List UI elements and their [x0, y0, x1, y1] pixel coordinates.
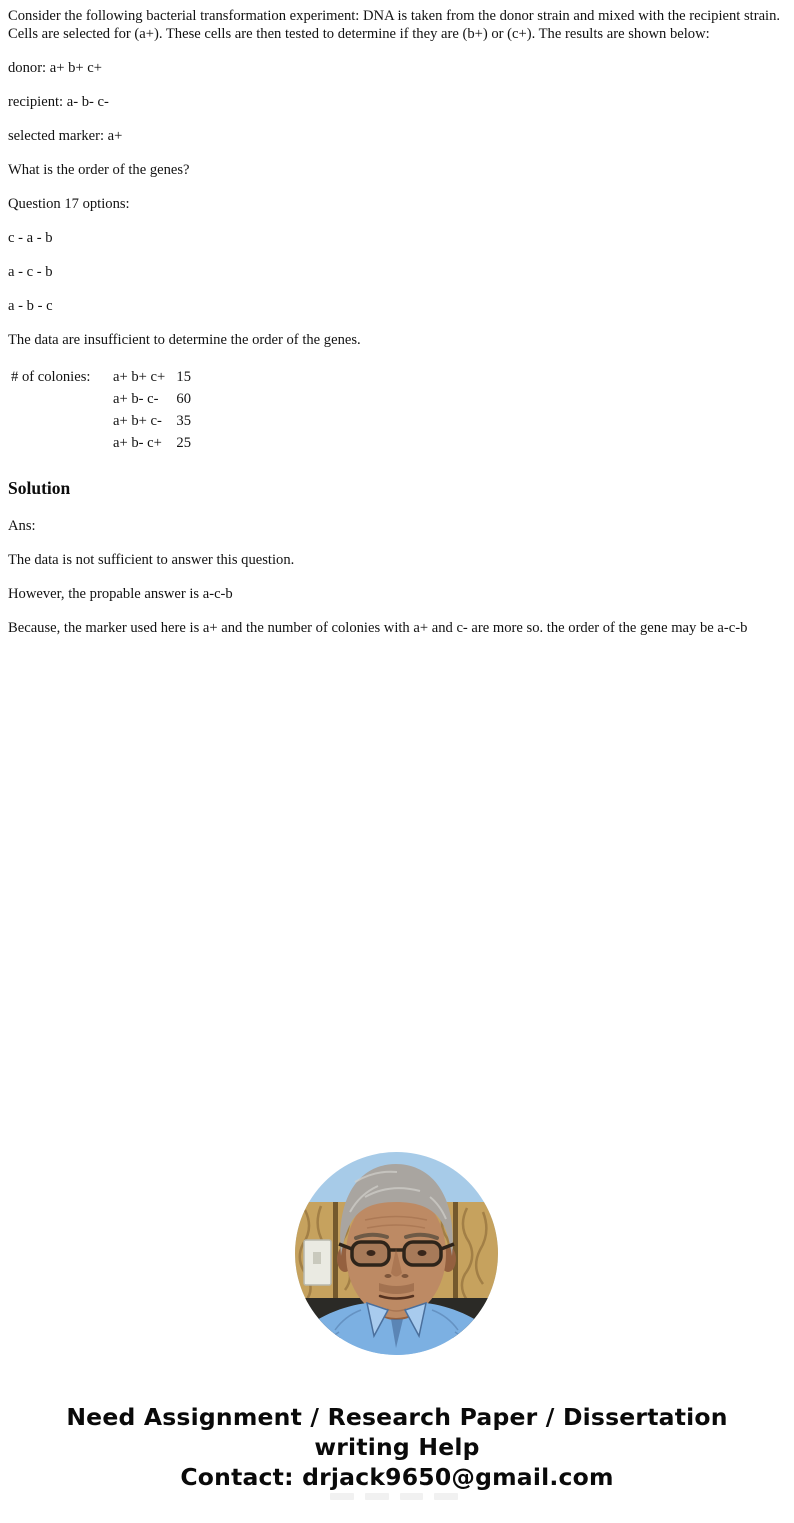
count-cell: 25 — [176, 435, 191, 451]
ghost-artifact — [330, 1493, 458, 1500]
donor-line: donor: a+ b+ c+ — [8, 60, 102, 76]
count-cell: 15 — [176, 369, 191, 385]
options-label: Question 17 options: — [8, 196, 130, 212]
question-intro: Consider the following bacterial transformation experiment: DNA is taken from the donor strain and mixed with the recipient strain. Cells are selected for (a+). These cells are then tested to determine if they are (b+) or (c+). The results are shown below: — [8, 8, 781, 42]
solution-paragraph-1: The data is not sufficient to answer this question. — [8, 552, 295, 568]
solution-heading: Solution — [8, 478, 71, 498]
question-prompt: What is the order of the genes? — [8, 162, 190, 178]
selected-marker-line: selected marker: a+ — [8, 128, 123, 144]
table-row — [113, 410, 191, 432]
genotype-cell: a+ b+ c- — [113, 413, 162, 429]
solution-paragraph-2: However, the propable answer is a-c-b — [8, 586, 233, 602]
genotype-cell: a+ b- c- — [113, 391, 159, 407]
option-3: a - b - c — [8, 298, 53, 314]
table-row — [113, 388, 191, 410]
footer-heading-line-2: writing Help — [314, 1433, 480, 1461]
colonies-rows — [113, 366, 191, 454]
colonies-label: # of colonies: — [11, 369, 91, 385]
recipient-line: recipient: a- b- c- — [8, 94, 109, 110]
option-1: c - a - b — [8, 230, 53, 246]
count-cell: 60 — [176, 391, 191, 407]
table-row — [113, 366, 191, 388]
count-cell: 35 — [176, 413, 191, 429]
option-2: a - c - b — [8, 264, 53, 280]
genotype-cell: a+ b+ c+ — [113, 369, 166, 385]
option-4: The data are insufficient to determine the order of the genes. — [8, 332, 361, 348]
tutor-photo-icon — [295, 1152, 498, 1355]
genotype-cell: a+ b- c+ — [113, 435, 162, 451]
avatar — [295, 1152, 498, 1355]
answer-label: Ans: — [8, 518, 36, 534]
table-row — [113, 432, 191, 454]
footer-heading-line-1: Need Assignment / Research Paper / Dissertation — [66, 1403, 728, 1431]
solution-paragraph-3: Because, the marker used here is a+ and the number of colonies with a+ and c- are more so. the order of the gene may be a-c-b — [8, 620, 748, 636]
footer-contact-email: Contact: drjack9650@gmail.com — [180, 1463, 614, 1491]
colonies-table — [8, 366, 786, 454]
document-body — [0, 0, 794, 653]
footer-banner — [0, 1402, 794, 1492]
